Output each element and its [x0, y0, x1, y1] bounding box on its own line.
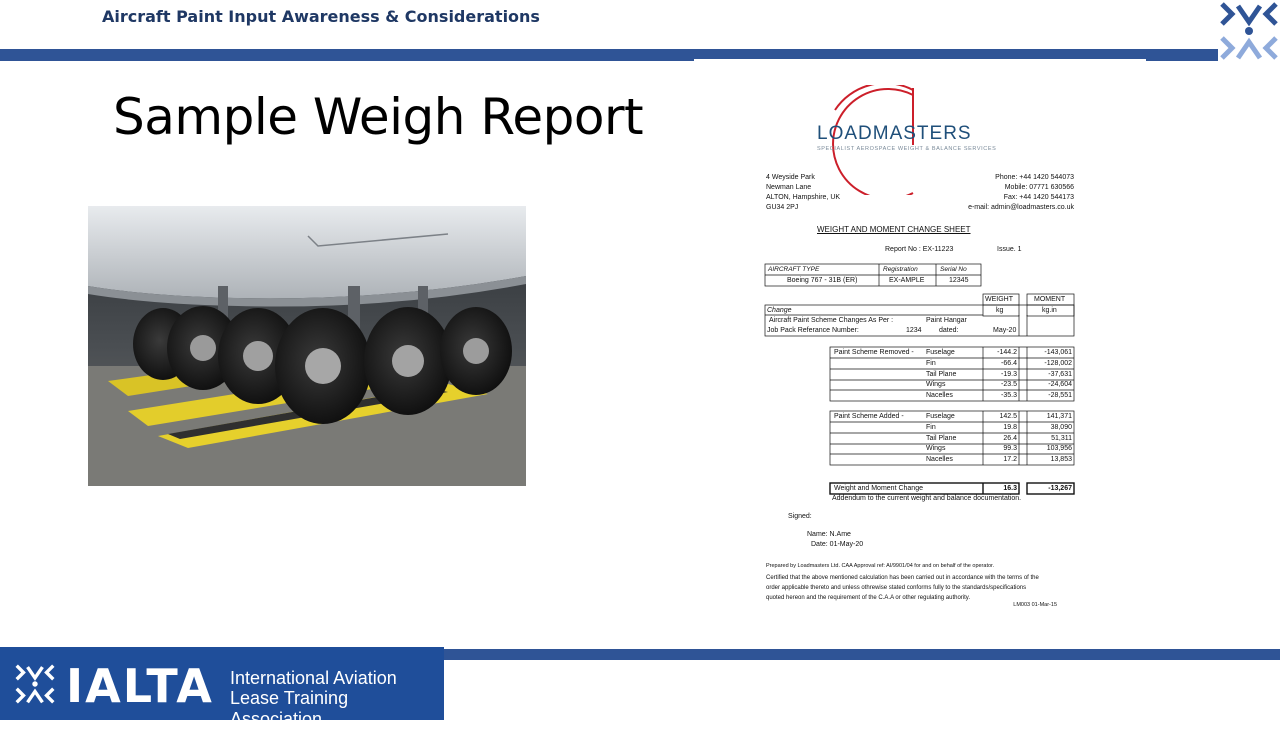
added-part: Wings	[926, 445, 946, 452]
address-line: GU34 2PJ	[766, 204, 799, 211]
loadmasters-tagline: SPECIALIST AEROSPACE WEIGHT & BALANCE SERVICES	[817, 146, 997, 152]
bottom-accent-bar	[444, 649, 1280, 660]
footer-org-line2: Lease Training Association	[230, 688, 349, 729]
aircraft-type-label: AIRCRAFT TYPE	[768, 266, 820, 273]
header-title: Aircraft Paint Input Awareness & Considerations	[102, 7, 540, 26]
signed-date: Date: 01-May-20	[811, 541, 864, 548]
address-line: ALTON, Hampshire, UK	[766, 194, 841, 201]
contact-line: e-mail: admin@loadmasters.co.uk	[968, 204, 1074, 211]
removed-weight: -144.2	[997, 349, 1017, 356]
top-bar-gap	[694, 59, 1146, 62]
contact-line: Mobile: 07771 630566	[1004, 184, 1074, 191]
added-moment: 13,853	[1050, 456, 1072, 463]
total-label: Weight and Moment Change	[834, 485, 923, 492]
weight-unit: kg	[996, 307, 1004, 314]
total-moment: -13,267	[1048, 485, 1072, 492]
weigh-report-document	[755, 85, 1085, 615]
total-weight: 16.3	[1003, 485, 1017, 492]
added-moment: 38,090	[1050, 424, 1072, 431]
report-issue: Issue. 1	[997, 246, 1022, 253]
registration-value: EX-AMPLE	[889, 277, 925, 284]
added-moment: 51,311	[1051, 435, 1072, 442]
moment-unit: kg.in	[1042, 307, 1057, 314]
added-weight: 17.2	[1003, 456, 1017, 463]
scheme-line: Aircraft Paint Scheme Changes As Per :	[769, 317, 894, 324]
removed-moment: -37,631	[1048, 371, 1072, 378]
removed-moment: -128,002	[1044, 360, 1072, 367]
removed-part: Tail Plane	[926, 371, 957, 378]
form-reference: LM003 01-Mar-15	[1013, 602, 1057, 608]
footer-banner	[0, 647, 444, 729]
dated-label: dated:	[939, 327, 959, 334]
added-part: Tail Plane	[926, 435, 957, 442]
removed-moment: -28,551	[1048, 392, 1072, 399]
added-weight: 19.8	[1003, 424, 1017, 431]
added-part: Nacelles	[926, 456, 953, 463]
removed-part: Fin	[926, 360, 936, 367]
added-label: Paint Scheme Added -	[834, 413, 904, 420]
removed-weight: -66.4	[1001, 360, 1017, 367]
removed-part: Nacelles	[926, 392, 953, 399]
prepared-by: Prepared by Loadmasters Ltd. CAA Approval ref: AI/9901/04 for and on behalf of the operator.	[766, 563, 995, 569]
signer-name: Name: N.Ame	[807, 531, 851, 538]
slide-title: Sample Weigh Report	[113, 88, 644, 146]
added-moment: 103,956	[1046, 445, 1072, 452]
report-number: Report No : EX-11223	[885, 246, 954, 253]
aircraft-type-value: Boeing 767 - 31B (ER)	[787, 277, 858, 284]
report-table-lines	[755, 85, 1085, 505]
added-part: Fuselage	[926, 413, 955, 420]
removed-part: Wings	[926, 381, 946, 388]
weight-label: WEIGHT	[985, 296, 1013, 303]
removed-moment: -24,604	[1048, 381, 1072, 388]
address-line: Newman Lane	[766, 184, 812, 191]
sheet-title: WEIGHT AND MOMENT CHANGE SHEET	[817, 225, 971, 234]
landing-gear-photo	[88, 206, 526, 486]
ialta-mark-icon	[1218, 0, 1280, 62]
scheme-value: Paint Hangar	[926, 317, 967, 324]
addendum: Addendum to the current weight and balance documentation.	[832, 495, 1022, 502]
footer-wordmark: IALTA	[66, 659, 214, 713]
contact-line: Phone: +44 1420 544073	[995, 174, 1074, 181]
footer-org-line1: International Aviation	[230, 668, 397, 688]
serial-label: Serial No	[940, 266, 967, 273]
certified-line: order applicable thereto and unless othrewise stated conforms fully to the standards/specifications	[766, 585, 1027, 591]
added-weight: 99.3	[1003, 445, 1017, 452]
removed-weight: -35.3	[1001, 392, 1017, 399]
added-moment: 141,371	[1046, 413, 1072, 420]
serial-value: 12345	[949, 277, 969, 284]
registration-label: Registration	[883, 266, 918, 273]
removed-label: Paint Scheme Removed -	[834, 349, 914, 356]
address-line: 4 Weyside Park	[766, 174, 815, 181]
added-part: Fin	[926, 424, 936, 431]
removed-weight: -23.5	[1001, 381, 1017, 388]
change-label: Change	[767, 307, 792, 314]
job-pack-value: 1234	[906, 327, 922, 334]
contact-line: Fax: +44 1420 544173	[1003, 194, 1074, 201]
ialta-mark-icon	[14, 663, 56, 705]
moment-label: MOMENT	[1034, 296, 1066, 303]
added-weight: 142.5	[999, 413, 1017, 420]
signed-label: Signed:	[788, 513, 812, 520]
job-pack-label: Job Pack Referance Number:	[767, 327, 859, 334]
removed-weight: -19.3	[1001, 371, 1017, 378]
removed-moment: -143,061	[1044, 349, 1072, 356]
loadmasters-brand: LOADMASTERS	[817, 123, 972, 144]
certified-line: quoted hereon and the requirement of the C.A.A or other regulating authority.	[766, 595, 971, 601]
removed-part: Fuselage	[926, 349, 955, 356]
certified-line: Certified that the above mentioned calculation has been carried out in accordance with the terms of the	[766, 575, 1039, 581]
added-weight: 26.4	[1003, 435, 1017, 442]
dated-value: May-20	[993, 327, 1017, 334]
